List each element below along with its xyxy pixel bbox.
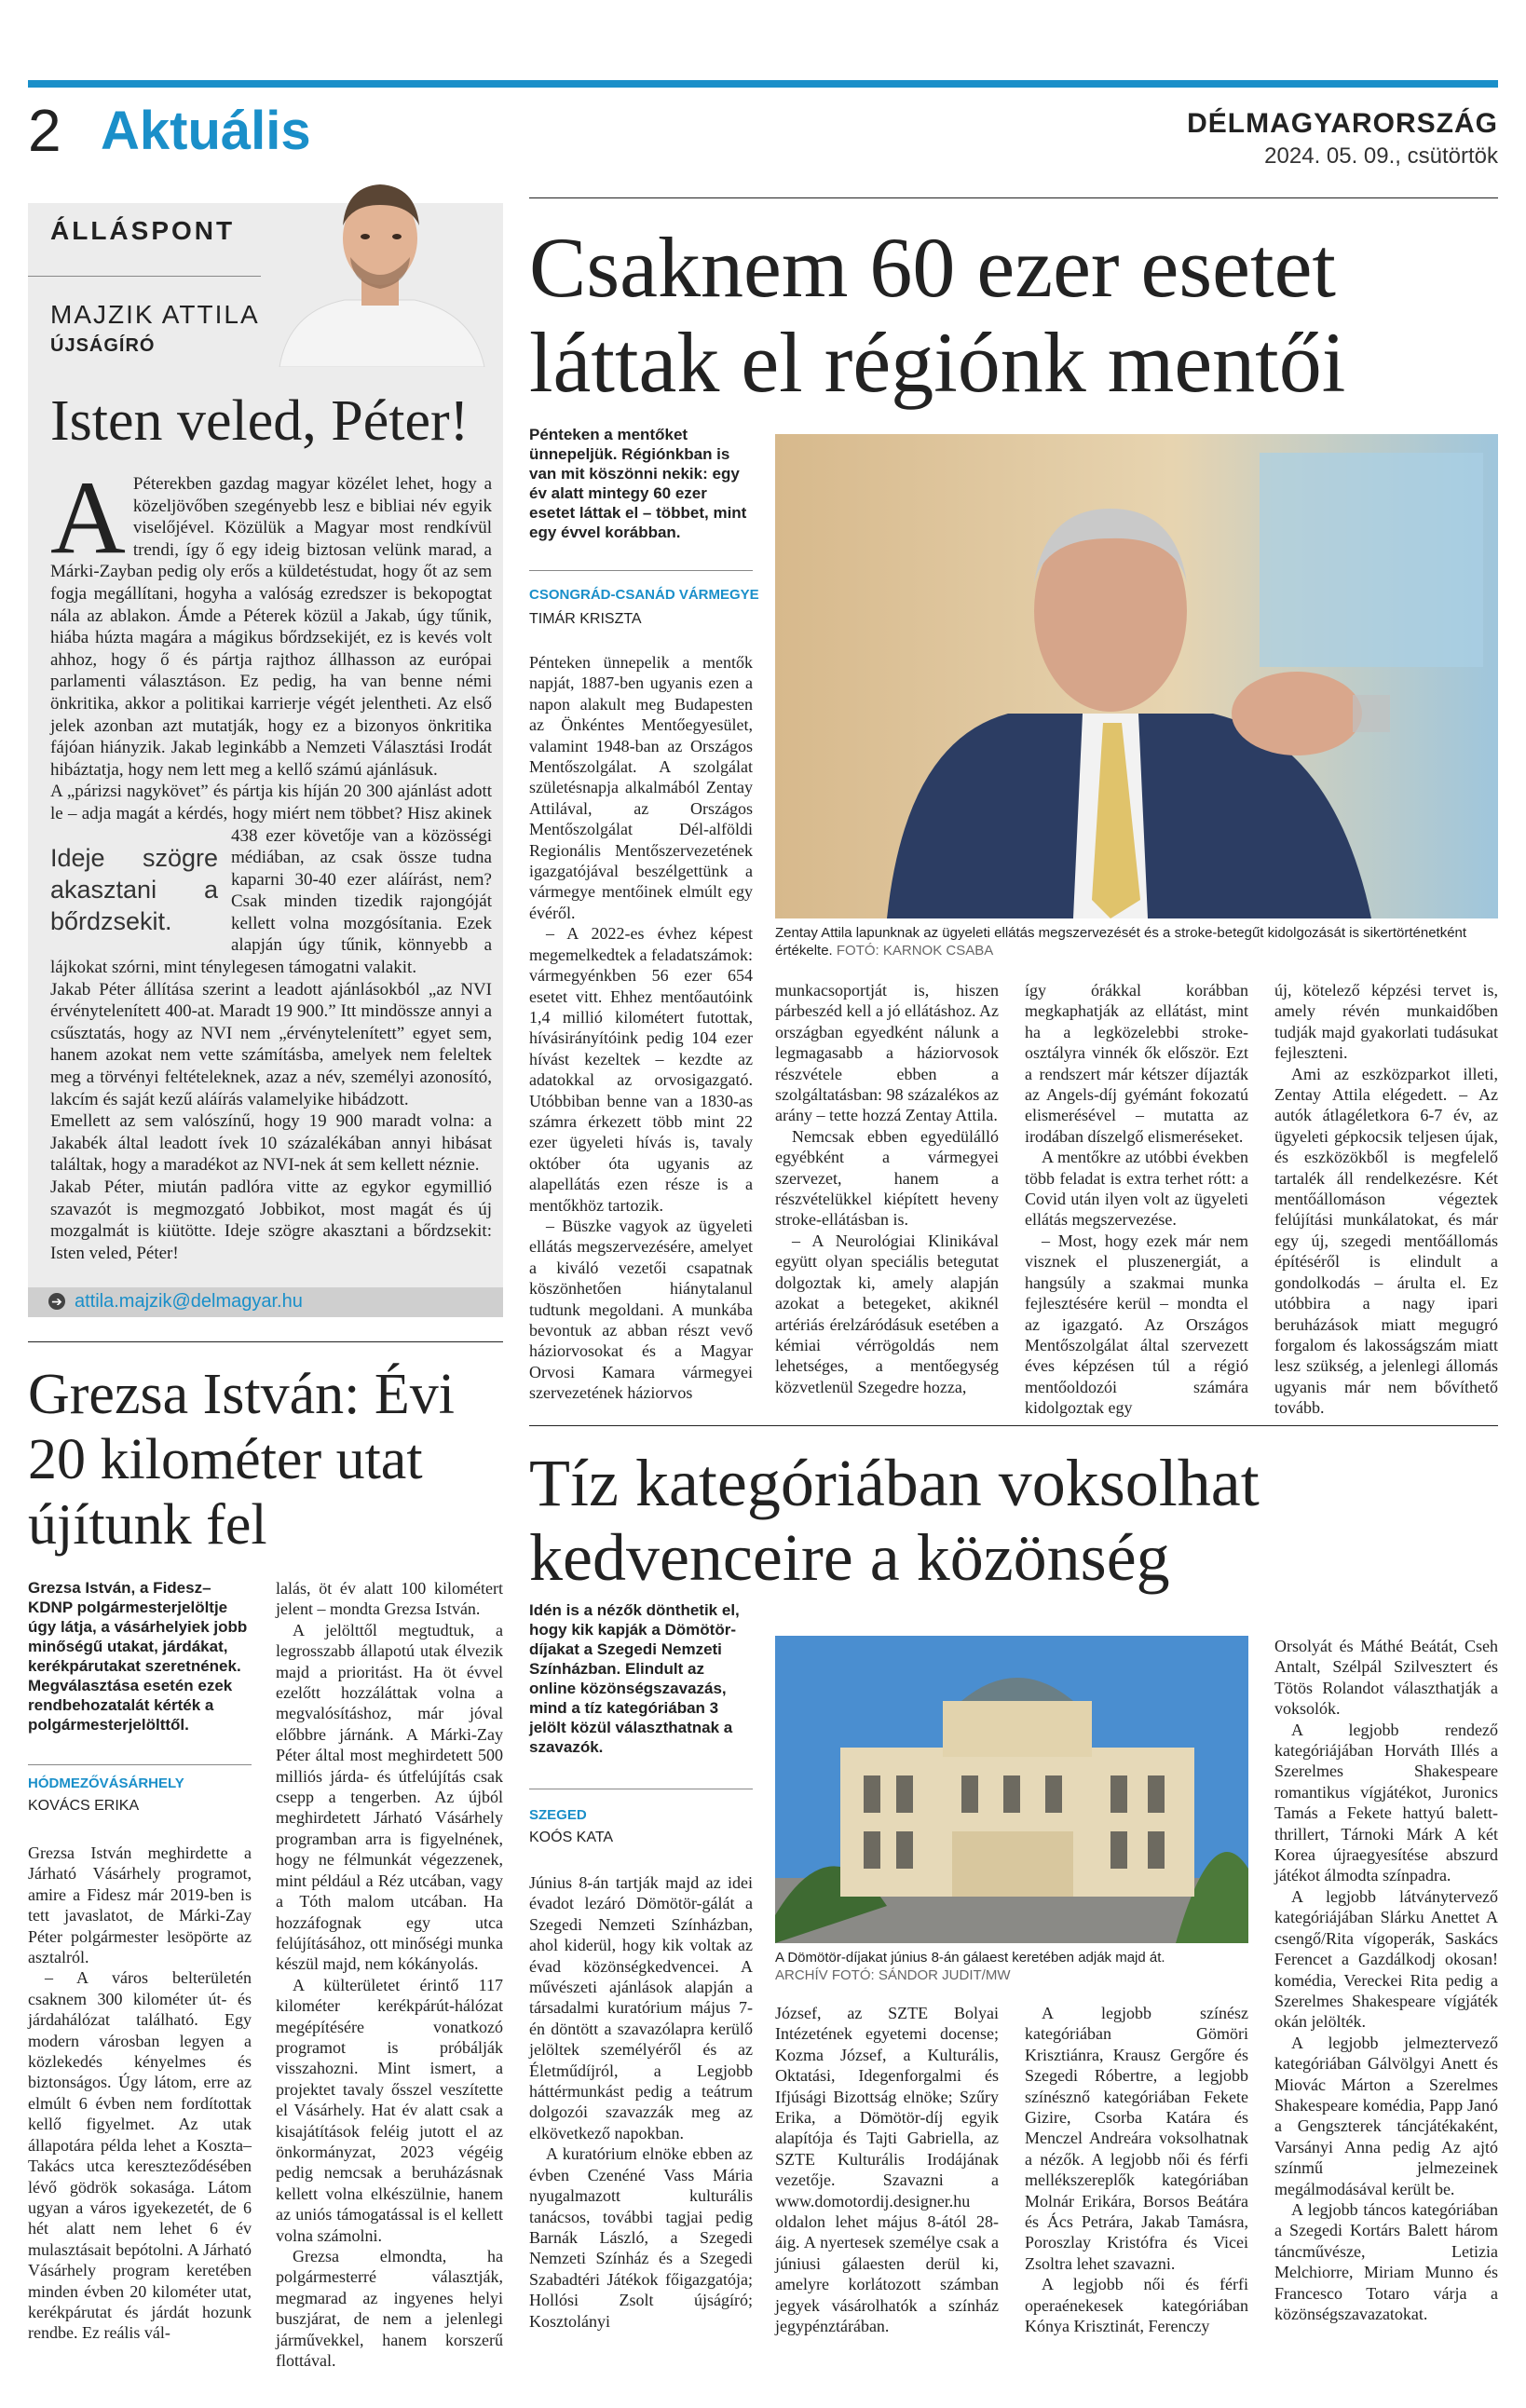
main-article-top-rule bbox=[529, 197, 1498, 198]
theatre-author: KOÓS KATA bbox=[529, 1830, 614, 1845]
paragraph: Grezsa István meghirdette a Járható Vásárhely programot, amire a Fidesz már 2019-ben is tett javaslatot, de Márki-Zay Péter polgármester lesöpörte az asztalról. bbox=[28, 1843, 252, 1967]
grezsa-lead-divider bbox=[28, 1764, 252, 1765]
main-article-col4 bbox=[1274, 980, 1498, 1419]
top-accent-bar bbox=[28, 80, 1498, 88]
theatre-photo bbox=[775, 1636, 1248, 1943]
lead-divider bbox=[529, 570, 753, 571]
main-article-author: TIMÁR KRISZTA bbox=[529, 611, 642, 627]
paragraph: A kuratórium elnöke ebben az évben Czenéné Vass Mária nyugalmazott kulturális tanácsos, további tagjai pedig Barnák László, a Szegedi Nemzeti Színház és a Szegedi Szabadtéri Játékok főigazgatója; Hollósi Zsolt újságíró; Kosztolányi bbox=[529, 2144, 753, 2331]
drop-cap: A bbox=[50, 460, 126, 576]
theatre-col4 bbox=[1274, 1636, 1498, 2324]
paragraph: A legjobb táncos kategóriában a Szegedi Kortárs Balett három táncművésze, Letizia Melchiorre, Miriam Munno és Francesco Totaro várja a közönségszavazatokat. bbox=[1274, 2199, 1498, 2323]
paragraph: Ami az eszközparkot illeti, Zentay Attila elégedett. – Az autók átlagéletkora 6-7 év, az ügyeleti gépkocsik teljesen újak, és eszközökből is megfelelő tartalék áll rendelkezésre. Két mentőállomáson végeztek felújítási munkálatokat, és már egy új, szegedi mentőállomás építéséről is elindult a gondolkodás – árulta el. Ez utóbbira a nagy ipari beruházások miatt megugró forgalom és lakosságszám miatt lesz szükség, a jelenlegi állomás ugyanis már nem bővíthető tovább. bbox=[1274, 1064, 1498, 1418]
theatre-top-rule bbox=[529, 1425, 1498, 1426]
paragraph: A külterületet érintő 117 kilométer kerékpárút-hálózat megépítésére vonatkozó programot is próbálják visszahozni. Mint ismert, a projektet tavaly ősszel veszítette el Vásárhely. Hat év alatt csak a kisajátítások feléig jutott el az önkormányzat, 2023 végéig pedig nemcsak a beruházásnak kellett volna elkészülnie, hanem az uniós támogatással is el kellett volna számolni. bbox=[276, 1975, 503, 2245]
opinion-body bbox=[50, 460, 492, 1264]
author-portrait bbox=[261, 153, 498, 367]
opinion-paragraph: Jakab Péter, miután padlóra vitte az egykor egymillió szavazót is megmozgató Jobbikot, most magát és új mozgalmát is kiütötte. Ideje szögre akasztani a bőrdzsekit: Isten veled, Péter! bbox=[50, 1177, 492, 1263]
author-email-bar[interactable] bbox=[28, 1287, 503, 1317]
paragraph: – A Neurológiai Klinikával együtt olyan speciális betegutat dolgoztak ki, amely alapján azokat a betegeket, akiknél artériás érelzáródásuk esetében a kémiai vérrögoldás nem lehetséges, a mentőegység közvetlenül Szegedre hozza, bbox=[775, 1231, 999, 1396]
page-number: 2 bbox=[28, 97, 61, 164]
paragraph: A legjobb női és férfi operaénekesek kategóriában Kónya Krisztinát, Ferenczy bbox=[1025, 2275, 1248, 2336]
paragraph: Június 8-án tartják majd az idei évadot lezáró Dömötör-gálát a Szegedi Nemzeti Színházban, ahol kiderül, hogy kik voltak az évad közönségkedvencei. A művészeti ajánlások alapján a társadalmi kuratórium május 7-én döntött a szavazólapra kerülő jelöltek személyéről és az Életműdíjról, a Legjobb háttérmunkást pedig a teátrum dolgozói szavazzák meg az elkövetkező napokban. bbox=[529, 1873, 753, 2143]
opinion-pullquote: Ideje szögre akasztani a bőrdzsekit. bbox=[50, 843, 218, 935]
paragraph: Pénteken ünnepelik a mentők napját, 1887-ben ugyanis ezen a napon alakult meg Budapesten az Önkéntes Mentőegyesület, valamint 1948-ban az Országos Mentőszolgálat. A szolgálat születésnapja alkalmából Zentay Attilával, az Országos Mentőszolgálat Dél-alföldi Regionális Mentőszervezetének igazgatójával beszélgettünk a vármegye mentőinek elmúlt egy évéről. bbox=[529, 653, 753, 922]
paragraph: új, kötelező képzési tervet is, amely révén munkaidőben tudják majd gyakorlati tudásukat fejleszteni. bbox=[1274, 981, 1498, 1063]
paragraph: Orsolyát és Máthé Beátát, Cseh Antalt, Szélpál Szilvesztert és Tötös Rolandot választhatják a voksolók. bbox=[1274, 1637, 1498, 1719]
theatre-title: Tíz kategóriában voksolhat kedvenceire a közönség bbox=[529, 1446, 1260, 1595]
section-title: Aktuális bbox=[101, 101, 311, 161]
paragraph: – Most, hogy ezek már nem visznek el pluszenergiát, a hangsúly a szakmai munka fejlesztésére kerül – mondta el az igazgató. Az Országos Mentőszolgálat által szervezett éves képzésen túl a régió mentőoldozói számára kidolgoztak egy bbox=[1025, 1231, 1248, 1418]
opinion-author-role: ÚJSÁGÍRÓ bbox=[50, 335, 156, 356]
paragraph: munkacsoportját is, hiszen párbeszéd kell a jó ellátáshoz. Az országban egyedként nálunk a legmagasabb a háziorvosok részvétele ebben a szolgáltatásban: 98 százalékos az arány – tette hozzá Zentay Attila. bbox=[775, 981, 999, 1125]
paragraph: így órákkal korábban megkaphatják az ellátást, mint ha a legközelebbi stroke-osztályra vinnék ők először. Ezt a rendszert már kétszer díjazták az Angels-díj gyémánt fokozatú elismerésével – mutatta az irodában díszelgő elismeréseket. bbox=[1025, 981, 1248, 1146]
paragraph: Grezsa elmondta, ha polgármesterré választják, megmarad az ingyenes helyi buszjárat, de nem a jelenlegi járművekkel, hanem korszerű flottával. bbox=[276, 2247, 503, 2371]
paragraph: Nemcsak ebben egyedülálló egyébként a vármegyei szervezet, hanem a részvételükkel kiépített heveny stroke-ellátásban is. bbox=[775, 1126, 999, 1230]
opinion-title: Isten veled, Péter! bbox=[50, 389, 470, 453]
theatre-location: SZEGED bbox=[529, 1807, 587, 1823]
opinion-paragraph: A „párizsi nagykövet” és pártja kis híján 20 300 ajánlást adott le – adja magát a kérdés, hogy miért nem többet? Hisz bbox=[50, 782, 492, 823]
grezsa-author: KOVÁCS ERIKA bbox=[28, 1798, 140, 1814]
masthead bbox=[1187, 108, 1498, 170]
main-article-col3 bbox=[1025, 980, 1248, 1419]
grezsa-title: Grezsa István: Évi 20 kilométer utat újítunk fel bbox=[28, 1363, 455, 1557]
theatre-lead: Idén is a nézők dönthetik el, hogy kik kapják a Dömötör-díjakat a Szegedi Nemzeti Színházban. Elindult az online közönségszavazás, mind a tíz kategóriában 3 jelölt közül választhatnak a szavazók. bbox=[529, 1601, 740, 1756]
paragraph: A mentőkre az utóbbi években több feladat is extra terhet rótt: a Covid után ilyen volt az ügyeleti ellátás megszervezése. bbox=[1025, 1148, 1248, 1230]
grezsa-top-rule bbox=[28, 1341, 503, 1342]
main-article-col2 bbox=[775, 980, 999, 1397]
grezsa-lead: Grezsa István, a Fidesz–KDNP polgármesterjelöltje úgy látja, a vásárhelyiek jobb minőségű utakat, járdákat, kerékpárutakat szeretnének. Megválasztása esetén ezek rendbehozatalát kérték a polgármesterjelölttől. bbox=[28, 1579, 248, 1734]
main-photo-caption bbox=[775, 924, 1498, 959]
paragraph: A jelölttől megtudtuk, a legrosszabb állapotú utak élvezik majd a prioritást. Ha öt évvel ezelőtt hozzáláttak volna a megvalósításhoz, már jóval előbbre járnánk. A Márki-Zay Péter által most meghirdetett 500 milliós járda- és útfelújítás csak csepp a tengerben. Az újból meghirdetett Járható Vásárhely programban arra is figyelnének, hogy ne félmunkát végezzenek, mint például a Réz utcában, vagy a Tóth malom utcában. Ha hozzáfognak egy utca felújításához, ott minőségi munka készül majd, nem kókányolás. bbox=[276, 1620, 503, 1974]
paragraph: – A város belterületén csaknem 300 kilométer út- és járdahálózat található. Egy modern városban legyen a közlekedés kényelmes és biztonságos. Úgy látom, erre az elmúlt 6 évben nem fordítottak kellő figyelmet. Az utak állapotára példa lehet a Koszta–Takács utca kereszteződésében lévő gödrök sokasága. Látom ugyan a város igyekezetét, de 6 hét alatt nem lehet 6 év mulasztásait bepótolni. A Járható Vásárhely program keretében minden évben 20 kilométer utat, kerékpárutat és járdát hozunk rendbe. Ez reális vál- bbox=[28, 1968, 252, 2343]
paragraph: A legjobb színész kategóriában Gömöri Krisztiánra, Krausz Gergőre és Szegedi Róbertre, a legjobb színésznő kategóriában Fekete Gizire, Csorba Katára és Menczel Andreára voksolhatnak a nézők. A legjobb női és férfi mellékszereplők kategóriában Molnár Erikára, Borsos Beátára és Ács Petrára, Jakab Tamásra, Poroszlay Kristófra és Vicei Zsoltra lehet szavazni. bbox=[1025, 2004, 1248, 2273]
grezsa-location: HÓDMEZŐVÁSÁRHELY bbox=[28, 1775, 184, 1791]
paragraph: lalás, öt év alatt 100 kilométert jelent – mondta Grezsa István. bbox=[276, 1579, 503, 1619]
paragraph: – Büszke vagyok az ügyeleti ellátás megszervezésére, amelyet a kiváló vezetői csapatnak köszönhetően hiánytalanul tudtunk megoldani. A munkába bevontuk az abban részt vevő háziorvosokat és a Magyar Orvosi Kamara vármegyei szervezetének háziorvos bbox=[529, 1216, 753, 1403]
photo-credit: FOTÓ: KARNOK CSABA bbox=[836, 943, 994, 959]
newspaper-name: DÉLMAGYARORSZÁG bbox=[1187, 108, 1498, 139]
opinion-paragraph: Emellett az sem valószínű, hogy 19 900 maradt volna: a Jakabék által leadott ívek 10 százalékában annyi hibásat találtak, hogy a maradékot az NVI-nek át sem kellett néznie. bbox=[50, 1111, 492, 1176]
theatre-col2 bbox=[775, 2003, 999, 2337]
main-article-title: Csaknem 60 ezer esetet láttak el régiónk mentői bbox=[529, 220, 1346, 410]
issue-date: 2024. 05. 09., csütörtök bbox=[1264, 143, 1498, 169]
paragraph: A legjobb jelmeztervező kategóriában Gálvölgyi Anett és Miovác Márton a Szerelmes Shakespeare komédia, Papp Janó a Gengszterek táncjátékaként, Varsányi Anna pedig Az ajtó színmű jelmezeinek megálmodásával került be. bbox=[1274, 2033, 1498, 2198]
opinion-paragraph: Péterekben gazdag magyar közélet lehet, hogy a közeljövőben szegényebb lesz e bibliai név egyik viselőjével. Közülük a Magyar most rendkívül trendi, így ő egy ideig biztosan velünk marad, a Márki-Zayban pedig oly erős a küldetéstudat, hogy őt az sem fogja megállítani, hogyha a valóság ezredszer is bekopogtat nála az ablakon. Ámde a Péterek közül a Jakab, úgy tűnik, hiába húzta magára a mágikus bőrdzsekijét, ez is kevés volt ahhoz, hogy ő és pártja rajthoz állhasson az európai parlamenti választáson. Ez pedig, ha van benne némi önkritika, akkor a politikai karrierje végét jelentheti. Az első jelek azonban azt mutatják, hogy ez a bizonyos önkritika fájóan hiányzik. Jakab leginkább a Nemzeti Választási Irodát hibáztatja, hogy nem lett meg a kellő számú ajánlásuk. bbox=[50, 474, 492, 780]
theatre-col3 bbox=[1025, 2003, 1248, 2337]
author-email[interactable]: attila.majzik@delmagyar.hu bbox=[75, 1291, 303, 1312]
paragraph: A legjobb látványtervező kategóriájában Slárku Anettet A csengő/Rita vígoperák, Saskács Ferencet a Gazdálkodj okosan! komédia, Vereckei Rita pedig a Szerelmes Shakespeare vígjáték okán jelölték. bbox=[1274, 1886, 1498, 2032]
opinion-label: ÁLLÁSPONT bbox=[50, 216, 236, 245]
main-article-photo bbox=[775, 434, 1498, 918]
theatre-photo-caption bbox=[775, 1949, 1248, 1984]
paragraph: József, az SZTE Bolyai Intézetének egyetemi docense; Kozma József, a Kulturális, Oktatási, Idegenforgalmi és Ifjúsági Bizottság elnöke; Szűry Erika, a Dömötör-díj egyik alapítója és Tajti Gabriella, az SZTE Kulturális Irodájának vezetője. Szavazni a www.domotordij.designer.hu oldalon lehet május 8-ától 28-áig. A nyertesek személye csak a júniusi gálaesten derül ki, amelyre korlátozott számban jegyek vásárolhatók a színház jegypénztárában. bbox=[775, 2004, 999, 2336]
opinion-paragraph: Jakab Péter állítása szerint a leadott ajánlásokból „az NVI érvénytelenített 400-at. Maradt 19 900.” Itt mindössze annyi a csűsztatás, hogy az NVI nem „érvénytelenített” egyet sem, hanem azokat nem vette számításba, amelyek nem feleltek meg a törvényi feltételeknek, azaz a név, személyi azonosító, lakcím és saját kezű aláírás valamelyike hibádzott. bbox=[50, 979, 492, 1109]
grezsa-col2 bbox=[276, 1578, 503, 2371]
photo-credit: ARCHÍV FOTÓ: SÁNDOR JUDIT/MW bbox=[775, 1967, 1011, 1983]
main-article-location: CSONGRÁD-CSANÁD VÁRMEGYE bbox=[529, 587, 759, 603]
caption-text: A Dömötör-díjakat június 8-án gálaest keretében adják majd át. bbox=[775, 1950, 1165, 1966]
opinion-paragraph: akinek 438 ezer követője van a közösségi médiában, az csak össze tudna kaparni 30-40 ezer aláírást, nem? Csak minden tizedik rajongóját kellett volna mozgósítania. Ezek alapján úgy tűnik, könnyebb a lájkokat szórni, mint ténylegesen támogatni valakit. bbox=[50, 803, 492, 978]
theatre-col1 bbox=[529, 1872, 753, 2332]
paragraph: A legjobb rendező kategóriájában Horváth Illés a Szerelmes Shakespeare romantikus vígjátékot, Juronics Tamás a Fekete hattyú balett-thrillert, Tárnoki Márk A két Korea újraegyesítése abszurd játékot álmodta színpadra. bbox=[1274, 1720, 1498, 1885]
main-article-lead: Pénteken a mentőket ünnepeljük. Régiónkban is van mit köszönni nekik: egy év alatt mintegy 60 ezer esetet láttak el – többet, mint egy évvel korábban. bbox=[529, 426, 747, 541]
opinion-divider bbox=[28, 276, 261, 277]
main-article-col1 bbox=[529, 652, 753, 1404]
paragraph: – A 2022-es évhez képest megemelkedtek a feladatszámok: vármegyénkben 56 ezer 654 esetet vitt. Ehhez mentőautóink 1,4 millió kilométert futottak, hívásirányítóink pedig 104 ezer hívást kezeltek – kezdte az adatokkal az orvosigazgató. Utóbbiban benne van a 1830-as számra érkezett több mint 22 ezer ügyeleti hívás is, tavaly október óta ugyanis az alapellátás ezen része is a mentőkhöz tartozik. bbox=[529, 924, 753, 1215]
arrow-icon: ➔ bbox=[48, 1293, 65, 1310]
caption-text: Zentay Attila lapunknak az ügyeleti ellátás megszervezését és a stroke-betegűt kidolgozását is sikertörténetként értékelte. bbox=[775, 925, 1467, 959]
grezsa-col1 bbox=[28, 1843, 252, 2344]
opinion-author: MAJZIK ATTILA bbox=[50, 300, 260, 329]
